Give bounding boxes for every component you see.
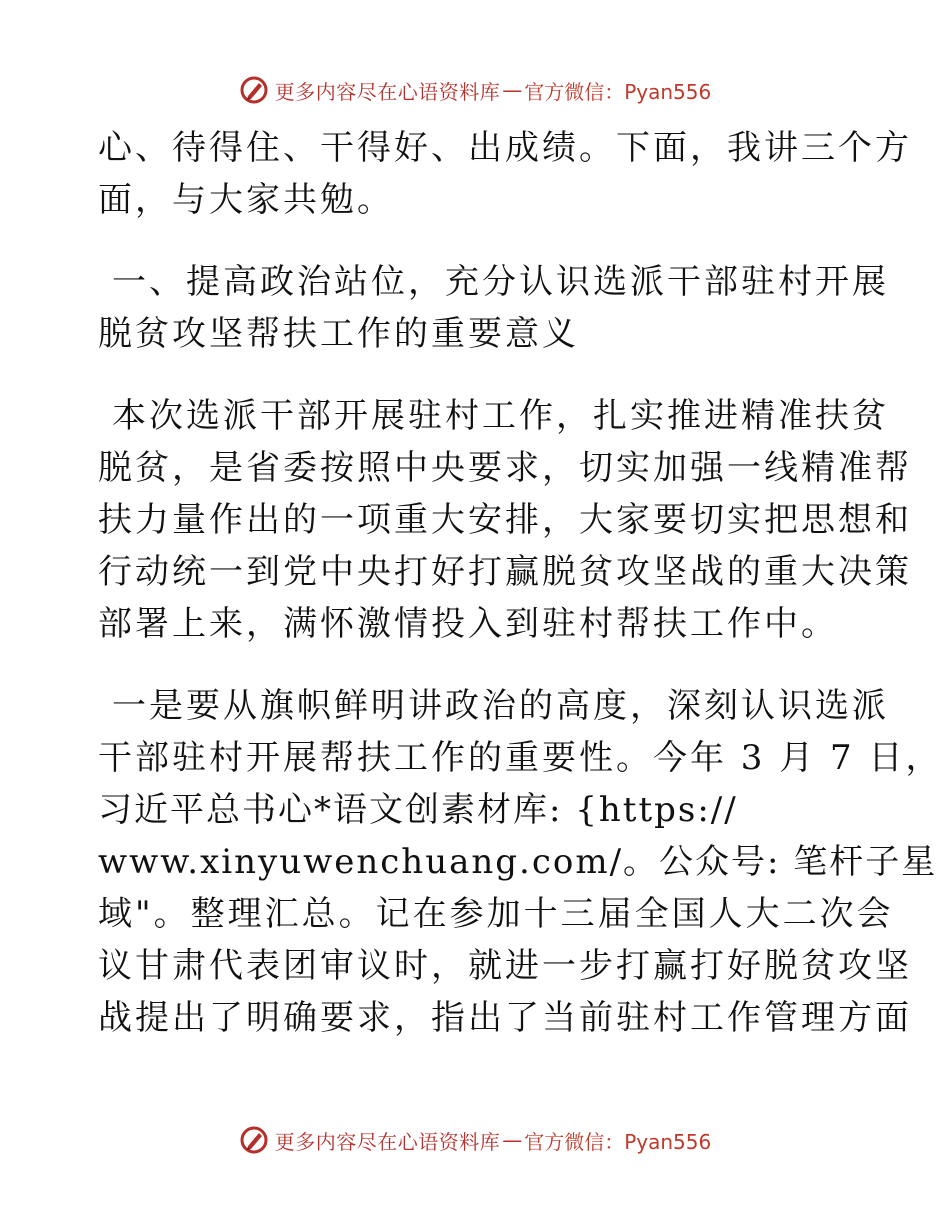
text-line: 行动统一到党中央打好打赢脱贫攻坚战的重大决策 (98, 552, 912, 592)
text-line: 战提出了明确要求，指出了当前驻村工作管理方面 (98, 998, 912, 1038)
text-line: 心、待得住、干得好、出成绩。下面，我讲三个方 (98, 128, 912, 168)
text-line: 扶力量作出的一项重大安排，大家要切实把思想和 (98, 500, 912, 540)
footer-watermark-dash: — (502, 1128, 523, 1152)
text-line: 本次选派干部开展驻村工作，扎实推进精准扶贫 (112, 396, 889, 436)
paragraph-1 (98, 122, 912, 226)
paragraph-3 (98, 680, 943, 1044)
header-watermark-dash: — (502, 78, 523, 102)
footer-watermark-left: 更多内容尽在心语资料库 (274, 1129, 501, 1154)
heading-line: 一、提高政治站位，充分认识选派干部驻村开展 (112, 262, 889, 302)
text-line: 习近平总书心*语文创素材库: {https:// (98, 790, 738, 830)
footer-watermark (0, 1120, 950, 1160)
footer-watermark-right: 官方微信：Pyan556 (524, 1129, 712, 1154)
header-watermark (0, 70, 950, 110)
text-line: 脱贫，是省委按照中央要求，切实加强一线精准帮 (98, 448, 912, 488)
heading-line: 脱贫攻坚帮扶工作的重要意义 (98, 314, 579, 354)
text-line: 域"。整理汇总。记在参加十三届全国人大二次会 (98, 894, 894, 934)
document-body (98, 122, 943, 1044)
section-heading-1 (98, 256, 889, 360)
text-line: 面，与大家共勉。 (98, 180, 394, 220)
text-line: 一是要从旗帜鲜明讲政治的高度，深刻认识选派 (112, 686, 889, 726)
header-watermark-right: 官方微信：Pyan556 (524, 79, 712, 104)
text-line: 议甘肃代表团审议时，就进一步打赢打好脱贫攻坚 (98, 946, 912, 986)
text-line: www.xinyuwenchuang.com/。公众号: 笔杆子星 (98, 842, 938, 882)
text-line: 部署上来，满怀激情投入到驻村帮扶工作中。 (98, 604, 838, 644)
header-watermark-left: 更多内容尽在心语资料库 (274, 79, 501, 104)
text-line: 干部驻村开展帮扶工作的重要性。今年 3 月 7 日， (98, 738, 943, 778)
paragraph-2 (98, 390, 912, 650)
pen-logo-icon (239, 1125, 269, 1155)
pen-logo-icon (239, 75, 269, 105)
